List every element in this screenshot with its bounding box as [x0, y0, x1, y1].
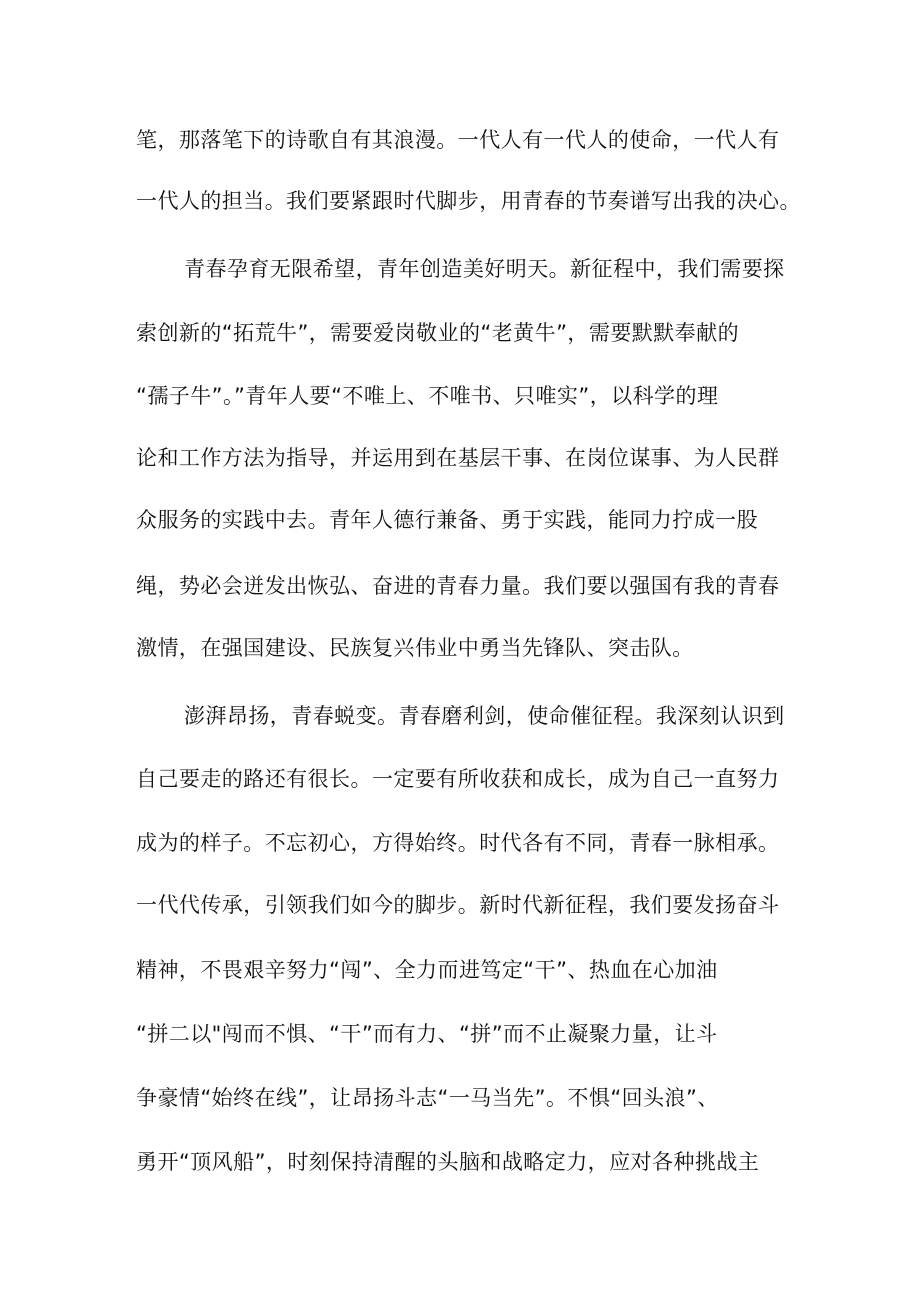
paragraph-start-line: 澎湃昂扬，青春蜕变。青春磨利剑，使命催征程。我深刻认识到 [184, 704, 785, 728]
text-line: 精神，不畏艰辛努力“闯”、全力而进笃定“干”、热血在心加油 [136, 958, 718, 982]
text-line: “孺子牛”。”青年人要“不唯上、不唯书、只唯实”，以科学的理 [136, 384, 719, 408]
text-line: 勇开“顶风船”，时刻保持清醒的头脑和战略定力，应对各种挑战主 [136, 1150, 760, 1174]
text-line: “拼二以"闯而不惧、“干”而有力、“拼”而不止凝聚力量，让斗 [136, 1022, 718, 1046]
text-line: 一代人的担当。我们要紧跟时代脚步，用青春的节奏谱写出我的决心。 [136, 189, 801, 213]
text-line: 论和工作方法为指导，并运用到在基层干事、在岗位谋事、为人民群 [136, 446, 780, 470]
text-line: 自己要走的路还有很长。一定要有所收获和成长，成为自己一直努力 [136, 767, 780, 791]
text-line: 成为的样子。不忘初心，方得始终。时代各有不同，青春一脉相承。 [136, 831, 780, 855]
paragraph-start-line: 青春孕育无限希望，青年创造美好明天。新征程中，我们需要探 [184, 257, 785, 281]
text-line: 一代代传承，引领我们如今的脚步。新时代新征程，我们要发扬奋斗 [136, 893, 780, 917]
text-line: 激情，在强国建设、民族复兴伟业中勇当先锋队、突击队。 [136, 636, 694, 660]
text-line: 笔，那落笔下的诗歌自有其浪漫。一代人有一代人的使命，一代人有 [136, 128, 780, 152]
text-line: 绳，势必会迸发出恢弘、奋进的青春力量。我们要以强国有我的青春 [136, 574, 780, 598]
text-line: 争豪情“始终在线”，让昂扬斗志“一马当先”。不惧“回头浪”、 [136, 1086, 719, 1110]
text-line: 众服务的实践中去。青年人德行兼备、勇于实践，能同力拧成一股 [136, 508, 759, 532]
text-line: 索创新的“拓荒牛”，需要爱岗敬业的“老黄牛”，需要默默奉献的 [136, 321, 740, 345]
